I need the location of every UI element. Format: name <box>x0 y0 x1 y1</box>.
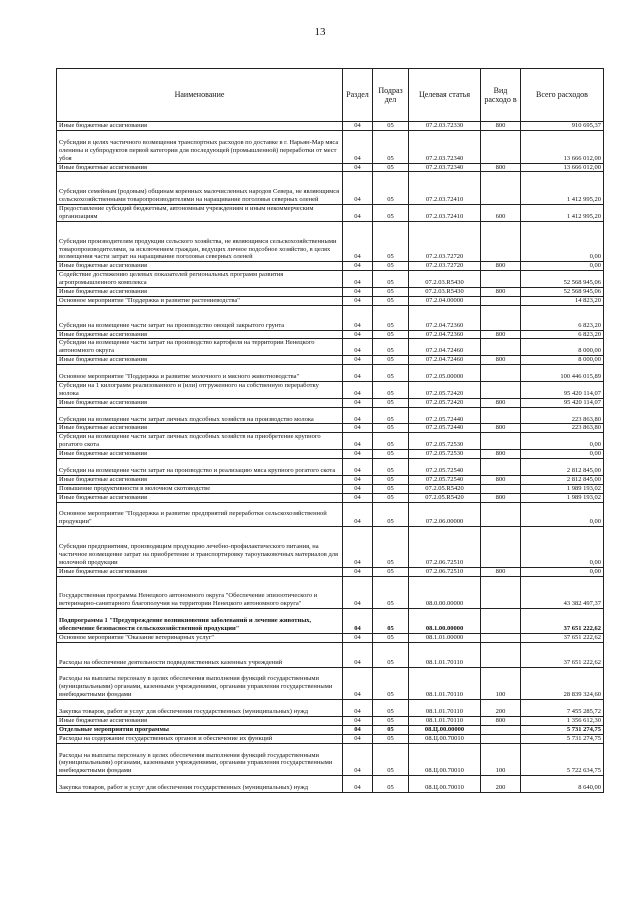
row-section: 04 <box>343 743 373 776</box>
row-total: 5 731 274,75 <box>521 725 604 734</box>
row-name: Субсидии на возмещение части затрат личных подсобных хозяйств на производство молока <box>57 407 343 424</box>
row-exp-type: 800 <box>481 288 521 297</box>
row-section: 04 <box>343 567 373 576</box>
table-row <box>57 305 604 330</box>
row-subsection: 05 <box>373 667 409 700</box>
row-subsection: 05 <box>373 205 409 222</box>
row-total: 14 823,20 <box>521 296 604 305</box>
table-row <box>57 484 604 493</box>
row-target: 07.2.04.72460 <box>409 356 481 365</box>
row-target: 08.Ц.00.70010 <box>409 734 481 743</box>
row-subsection: 05 <box>373 700 409 717</box>
row-exp-type: 800 <box>481 493 521 502</box>
row-exp-type: 800 <box>481 262 521 271</box>
row-section: 04 <box>343 381 373 398</box>
row-section: 04 <box>343 365 373 382</box>
row-target: 07.2.03.R5430 <box>409 288 481 297</box>
row-name: Государственная программа Ненецкого автономного округа "Обеспечение эпизоотического и ветеринарно-санитарного благополучия на территории Ненецкого автономного округа" <box>57 576 343 609</box>
row-target: 07.2.05.72440 <box>409 424 481 433</box>
row-subsection: 05 <box>373 424 409 433</box>
row-total: 0,00 <box>521 433 604 450</box>
row-subsection: 05 <box>373 609 409 634</box>
row-target: 08.Ц.00.00000 <box>409 725 481 734</box>
row-name: Основное мероприятие "Поддержка и развитие молочного и мясного животноводства" <box>57 365 343 382</box>
row-subsection: 05 <box>373 502 409 527</box>
row-total: 37 651 222,62 <box>521 633 604 642</box>
row-target: 08.1.01.70110 <box>409 667 481 700</box>
table-row <box>57 130 604 163</box>
row-name: Иные бюджетные ассигнования <box>57 163 343 172</box>
row-name: Субсидии производителям продукции сельского хозяйства, не являющимся сельскохозяйственными товаропроизводителями, за исключением граждан, ведущих личное подсобное хозяйство, в целях возмещения части затрат на наращивание поголовья северных оленей <box>57 221 343 262</box>
row-total: 5 722 634,75 <box>521 743 604 776</box>
row-subsection: 05 <box>373 475 409 484</box>
row-subsection: 05 <box>373 725 409 734</box>
row-exp-type <box>481 130 521 163</box>
row-subsection: 05 <box>373 743 409 776</box>
row-section: 04 <box>343 642 373 667</box>
row-section: 04 <box>343 296 373 305</box>
table-row <box>57 424 604 433</box>
row-section: 04 <box>343 163 373 172</box>
row-exp-type <box>481 502 521 527</box>
table-row <box>57 365 604 382</box>
row-target: 07.2.05.R5420 <box>409 493 481 502</box>
row-exp-type <box>481 734 521 743</box>
row-exp-type <box>481 305 521 330</box>
table-row <box>57 356 604 365</box>
row-subsection: 05 <box>373 122 409 131</box>
row-target: 07.2.06.72510 <box>409 527 481 568</box>
row-subsection: 05 <box>373 163 409 172</box>
table-row <box>57 475 604 484</box>
row-exp-type: 800 <box>481 475 521 484</box>
table-row <box>57 381 604 398</box>
row-total: 8 000,00 <box>521 339 604 356</box>
header-target: Целевая статья <box>409 69 481 122</box>
page-number: 13 <box>314 26 326 38</box>
table-row <box>57 288 604 297</box>
header-name: Наименование <box>57 69 343 122</box>
row-target: 08.1.00.00000 <box>409 609 481 634</box>
header-section: Раздел <box>343 69 373 122</box>
table-row <box>57 743 604 776</box>
row-exp-type: 800 <box>481 398 521 407</box>
row-section: 04 <box>343 330 373 339</box>
table-row <box>57 567 604 576</box>
row-name: Основное мероприятие "Поддержка и развитие растениеводства" <box>57 296 343 305</box>
row-target: 07.2.03.72330 <box>409 122 481 131</box>
table-row <box>57 330 604 339</box>
row-name: Иные бюджетные ассигнования <box>57 288 343 297</box>
row-name: Основное мероприятие "Оказание ветеринарных услуг" <box>57 633 343 642</box>
row-total: 910 695,37 <box>521 122 604 131</box>
row-section: 04 <box>343 398 373 407</box>
row-total: 95 420 114,07 <box>521 398 604 407</box>
table-row <box>57 296 604 305</box>
row-subsection: 05 <box>373 493 409 502</box>
table-row <box>57 576 604 609</box>
row-exp-type: 800 <box>481 163 521 172</box>
row-subsection: 05 <box>373 172 409 205</box>
row-target: 07.2.05.72530 <box>409 450 481 459</box>
row-section: 04 <box>343 459 373 476</box>
row-total: 13 666 012,00 <box>521 163 604 172</box>
row-target: 07.2.06.00000 <box>409 502 481 527</box>
table-row <box>57 271 604 288</box>
row-name: Расходы на обеспечение деятельности подведомственных казенных учреждений <box>57 642 343 667</box>
table-row <box>57 776 604 793</box>
row-exp-type: 800 <box>481 330 521 339</box>
row-subsection: 05 <box>373 734 409 743</box>
row-section: 04 <box>343 725 373 734</box>
row-name: Иные бюджетные ассигнования <box>57 424 343 433</box>
table-row <box>57 398 604 407</box>
row-total: 6 823,20 <box>521 330 604 339</box>
row-exp-type: 800 <box>481 122 521 131</box>
row-section: 04 <box>343 407 373 424</box>
row-subsection: 05 <box>373 262 409 271</box>
table-row <box>57 700 604 717</box>
row-exp-type: 800 <box>481 450 521 459</box>
row-exp-type <box>481 296 521 305</box>
row-exp-type <box>481 172 521 205</box>
row-section: 04 <box>343 356 373 365</box>
row-total: 5 731 274,75 <box>521 734 604 743</box>
header-exp-type: Вид расходо в <box>481 69 521 122</box>
row-target: 07.2.03.72410 <box>409 172 481 205</box>
row-section: 04 <box>343 339 373 356</box>
row-section: 04 <box>343 609 373 634</box>
row-total: 37 651 222,62 <box>521 642 604 667</box>
row-name: Закупка товаров, работ и услуг для обеспечения государственных (муниципальных) нужд <box>57 700 343 717</box>
row-target: 08.Ц.00.70010 <box>409 776 481 793</box>
table-row <box>57 734 604 743</box>
table-row <box>57 205 604 222</box>
row-section: 04 <box>343 172 373 205</box>
row-subsection: 05 <box>373 633 409 642</box>
row-subsection: 05 <box>373 288 409 297</box>
row-exp-type: 800 <box>481 356 521 365</box>
row-total: 223 863,80 <box>521 407 604 424</box>
row-section: 04 <box>343 433 373 450</box>
row-subsection: 05 <box>373 776 409 793</box>
row-target: 07.2.05.72420 <box>409 398 481 407</box>
table-row <box>57 433 604 450</box>
row-total: 37 651 222,62 <box>521 609 604 634</box>
row-exp-type: 200 <box>481 700 521 717</box>
row-exp-type <box>481 633 521 642</box>
table-row <box>57 527 604 568</box>
row-target: 08.1.01.00000 <box>409 633 481 642</box>
row-exp-type: 800 <box>481 716 521 725</box>
row-name: Субсидии на 1 килограмм реализованного и (или) отгруженного на собственную переработку молока <box>57 381 343 398</box>
row-total: 0,00 <box>521 262 604 271</box>
row-target: 07.2.03.72720 <box>409 221 481 262</box>
row-name: Иные бюджетные ассигнования <box>57 450 343 459</box>
row-total: 223 863,80 <box>521 424 604 433</box>
row-total: 7 455 285,72 <box>521 700 604 717</box>
row-subsection: 05 <box>373 484 409 493</box>
row-target: 08.Ц.00.70010 <box>409 743 481 776</box>
row-subsection: 05 <box>373 642 409 667</box>
row-name: Иные бюджетные ассигнования <box>57 262 343 271</box>
row-total: 8 640,00 <box>521 776 604 793</box>
row-exp-type <box>481 339 521 356</box>
table-row <box>57 163 604 172</box>
row-name: Отдельные мероприятия программы <box>57 725 343 734</box>
row-name: Субсидии семейным (родовым) общинам коренных малочисленных народов Севера, не являющимся сельскохозяйственными товаропроизводителями на наращивание поголовья северных оленей <box>57 172 343 205</box>
row-subsection: 05 <box>373 339 409 356</box>
row-name: Субсидии на возмещение части затрат личных подсобных хозяйств на приобретение крупного рогатого скота <box>57 433 343 450</box>
table-row <box>57 493 604 502</box>
row-target: 08.0.00.00000 <box>409 576 481 609</box>
table-row <box>57 667 604 700</box>
row-target: 07.2.05.72540 <box>409 459 481 476</box>
row-section: 04 <box>343 493 373 502</box>
row-section: 04 <box>343 475 373 484</box>
row-name: Расходы на выплаты персоналу в целях обеспечения выполнения функций государственными (муниципальными) органами, казенными учреждениями, органами управления государственными внебюджетными фондами <box>57 743 343 776</box>
row-total: 1 989 193,02 <box>521 493 604 502</box>
row-subsection: 05 <box>373 381 409 398</box>
row-name: Содействие достижению целевых показателей региональных программ развития агропромышленного комплекса <box>57 271 343 288</box>
row-section: 04 <box>343 734 373 743</box>
row-section: 04 <box>343 130 373 163</box>
row-exp-type <box>481 433 521 450</box>
table-row <box>57 633 604 642</box>
row-section: 04 <box>343 288 373 297</box>
row-subsection: 05 <box>373 527 409 568</box>
row-subsection: 05 <box>373 221 409 262</box>
table-row <box>57 262 604 271</box>
row-exp-type: 100 <box>481 743 521 776</box>
row-total: 2 812 845,00 <box>521 475 604 484</box>
row-total: 0,00 <box>521 450 604 459</box>
row-target: 07.2.05.R5420 <box>409 484 481 493</box>
row-subsection: 05 <box>373 398 409 407</box>
row-exp-type <box>481 725 521 734</box>
row-section: 04 <box>343 716 373 725</box>
row-total: 0,00 <box>521 502 604 527</box>
row-target: 07.2.05.72540 <box>409 475 481 484</box>
row-target: 07.2.03.72720 <box>409 262 481 271</box>
table-row <box>57 716 604 725</box>
row-name: Подпрограмма 1 "Предупреждение возникновения заболеваний и лечение животных, обеспечение безопасности сельскохозяйственной продукции" <box>57 609 343 634</box>
row-subsection: 05 <box>373 356 409 365</box>
row-subsection: 05 <box>373 296 409 305</box>
row-target: 07.2.03.R5430 <box>409 271 481 288</box>
row-exp-type: 600 <box>481 205 521 222</box>
row-target: 07.2.06.72510 <box>409 567 481 576</box>
row-name: Иные бюджетные ассигнования <box>57 493 343 502</box>
row-section: 04 <box>343 271 373 288</box>
row-exp-type: 800 <box>481 567 521 576</box>
row-total: 0,00 <box>521 567 604 576</box>
table-row <box>57 502 604 527</box>
row-total: 52 568 945,06 <box>521 271 604 288</box>
row-total: 43 382 497,37 <box>521 576 604 609</box>
row-exp-type <box>481 642 521 667</box>
row-target: 07.2.04.00000 <box>409 296 481 305</box>
row-target: 07.2.04.72360 <box>409 305 481 330</box>
row-target: 07.2.05.72530 <box>409 433 481 450</box>
table-body <box>57 122 604 793</box>
row-name: Иные бюджетные ассигнования <box>57 567 343 576</box>
row-exp-type <box>481 609 521 634</box>
row-exp-type <box>481 381 521 398</box>
row-total: 1 989 193,02 <box>521 484 604 493</box>
row-total: 100 446 015,89 <box>521 365 604 382</box>
table-row <box>57 339 604 356</box>
row-exp-type: 100 <box>481 667 521 700</box>
row-subsection: 05 <box>373 576 409 609</box>
table-row <box>57 172 604 205</box>
row-exp-type <box>481 365 521 382</box>
row-target: 07.2.04.72360 <box>409 330 481 339</box>
table-row <box>57 450 604 459</box>
row-name: Закупка товаров, работ и услуг для обеспечения государственных (муниципальных) нужд <box>57 776 343 793</box>
row-section: 04 <box>343 221 373 262</box>
row-target: 08.1.01.70110 <box>409 716 481 725</box>
row-target: 07.2.05.00000 <box>409 365 481 382</box>
row-exp-type <box>481 221 521 262</box>
row-subsection: 05 <box>373 716 409 725</box>
row-section: 04 <box>343 205 373 222</box>
row-exp-type <box>481 576 521 609</box>
header-total: Всего расходов <box>521 69 604 122</box>
row-target: 07.2.05.72440 <box>409 407 481 424</box>
row-target: 08.1.01.70110 <box>409 700 481 717</box>
row-section: 04 <box>343 527 373 568</box>
row-total: 13 666 012,00 <box>521 130 604 163</box>
row-name: Предоставление субсидий бюджетным, автономным учреждениям и иным некоммерческим организациям <box>57 205 343 222</box>
row-target: 08.1.01.70110 <box>409 642 481 667</box>
row-total: 1 356 612,30 <box>521 716 604 725</box>
row-section: 04 <box>343 262 373 271</box>
row-exp-type <box>481 484 521 493</box>
row-exp-type: 200 <box>481 776 521 793</box>
row-subsection: 05 <box>373 433 409 450</box>
row-name: Субсидии на возмещение части затрат на производство картофеля на территории Ненецкого автономного округа <box>57 339 343 356</box>
row-target: 07.2.03.72340 <box>409 163 481 172</box>
row-total: 95 420 114,07 <box>521 381 604 398</box>
header-subsection: Подраз дел <box>373 69 409 122</box>
row-section: 04 <box>343 122 373 131</box>
row-exp-type: 800 <box>481 424 521 433</box>
row-target: 07.2.05.72420 <box>409 381 481 398</box>
row-subsection: 05 <box>373 271 409 288</box>
row-section: 04 <box>343 776 373 793</box>
table-header-row <box>57 69 604 122</box>
row-name: Иные бюджетные ассигнования <box>57 356 343 365</box>
budget-table <box>56 68 604 793</box>
row-section: 04 <box>343 484 373 493</box>
row-total: 6 823,20 <box>521 305 604 330</box>
row-name: Субсидии в целях частичного возмещения транспортных расходов по доставке в г. Нарьян-Мар мяса оленины и субпродуктов первой категории для последующей (промышленной) переработки от мест убоя <box>57 130 343 163</box>
row-subsection: 05 <box>373 305 409 330</box>
row-exp-type <box>481 527 521 568</box>
row-target: 07.2.04.72460 <box>409 339 481 356</box>
row-total: 52 568 945,06 <box>521 288 604 297</box>
row-name: Субсидии на возмещение части затрат на производство овощей закрытого грунта <box>57 305 343 330</box>
row-section: 04 <box>343 576 373 609</box>
row-target: 07.2.03.72410 <box>409 205 481 222</box>
row-total: 2 812 845,00 <box>521 459 604 476</box>
table-row <box>57 609 604 634</box>
table-row <box>57 407 604 424</box>
row-name: Иные бюджетные ассигнования <box>57 716 343 725</box>
row-section: 04 <box>343 667 373 700</box>
row-subsection: 05 <box>373 450 409 459</box>
row-exp-type <box>481 271 521 288</box>
row-total: 0,00 <box>521 527 604 568</box>
row-total: 0,00 <box>521 221 604 262</box>
row-name: Расходы на выплаты персоналу в целях обеспечения выполнения функций государственными (муниципальными) органами, казенными учреждениями, органами управления государственными внебюджетными фондами <box>57 667 343 700</box>
table-row <box>57 725 604 734</box>
row-total: 1 412 995,20 <box>521 205 604 222</box>
row-section: 04 <box>343 633 373 642</box>
row-target: 07.2.03.72340 <box>409 130 481 163</box>
row-name: Повышение продуктивности в молочном скотоводстве <box>57 484 343 493</box>
row-section: 04 <box>343 424 373 433</box>
row-section: 04 <box>343 502 373 527</box>
row-subsection: 05 <box>373 365 409 382</box>
row-total: 8 000,00 <box>521 356 604 365</box>
row-section: 04 <box>343 450 373 459</box>
row-subsection: 05 <box>373 130 409 163</box>
row-subsection: 05 <box>373 330 409 339</box>
row-exp-type <box>481 407 521 424</box>
row-subsection: 05 <box>373 567 409 576</box>
row-total: 28 839 324,60 <box>521 667 604 700</box>
row-section: 04 <box>343 700 373 717</box>
table-row <box>57 122 604 131</box>
row-exp-type <box>481 459 521 476</box>
table-row <box>57 642 604 667</box>
row-section: 04 <box>343 305 373 330</box>
row-name: Основное мероприятие "Поддержка и развитие предприятий переработки сельскохозяйственной продукции" <box>57 502 343 527</box>
row-name: Иные бюджетные ассигнования <box>57 475 343 484</box>
table-row <box>57 459 604 476</box>
row-name: Субсидии предприятиям, производящим продукцию лечебно-профилактического питания, на частичное возмещение затрат на приобретение и транспортировку тарoупаковочных материалов для молочной продукции <box>57 527 343 568</box>
row-subsection: 05 <box>373 407 409 424</box>
row-subsection: 05 <box>373 459 409 476</box>
row-name: Иные бюджетные ассигнования <box>57 330 343 339</box>
row-name: Субсидии на возмещение части затрат на производство и реализацию мяса крупного рогатого скота <box>57 459 343 476</box>
row-name: Иные бюджетные ассигнования <box>57 398 343 407</box>
row-total: 1 412 995,20 <box>521 172 604 205</box>
row-name: Иные бюджетные ассигнования <box>57 122 343 131</box>
table-row <box>57 221 604 262</box>
row-name: Расходы на содержание государственных органов и обеспечение их функций <box>57 734 343 743</box>
